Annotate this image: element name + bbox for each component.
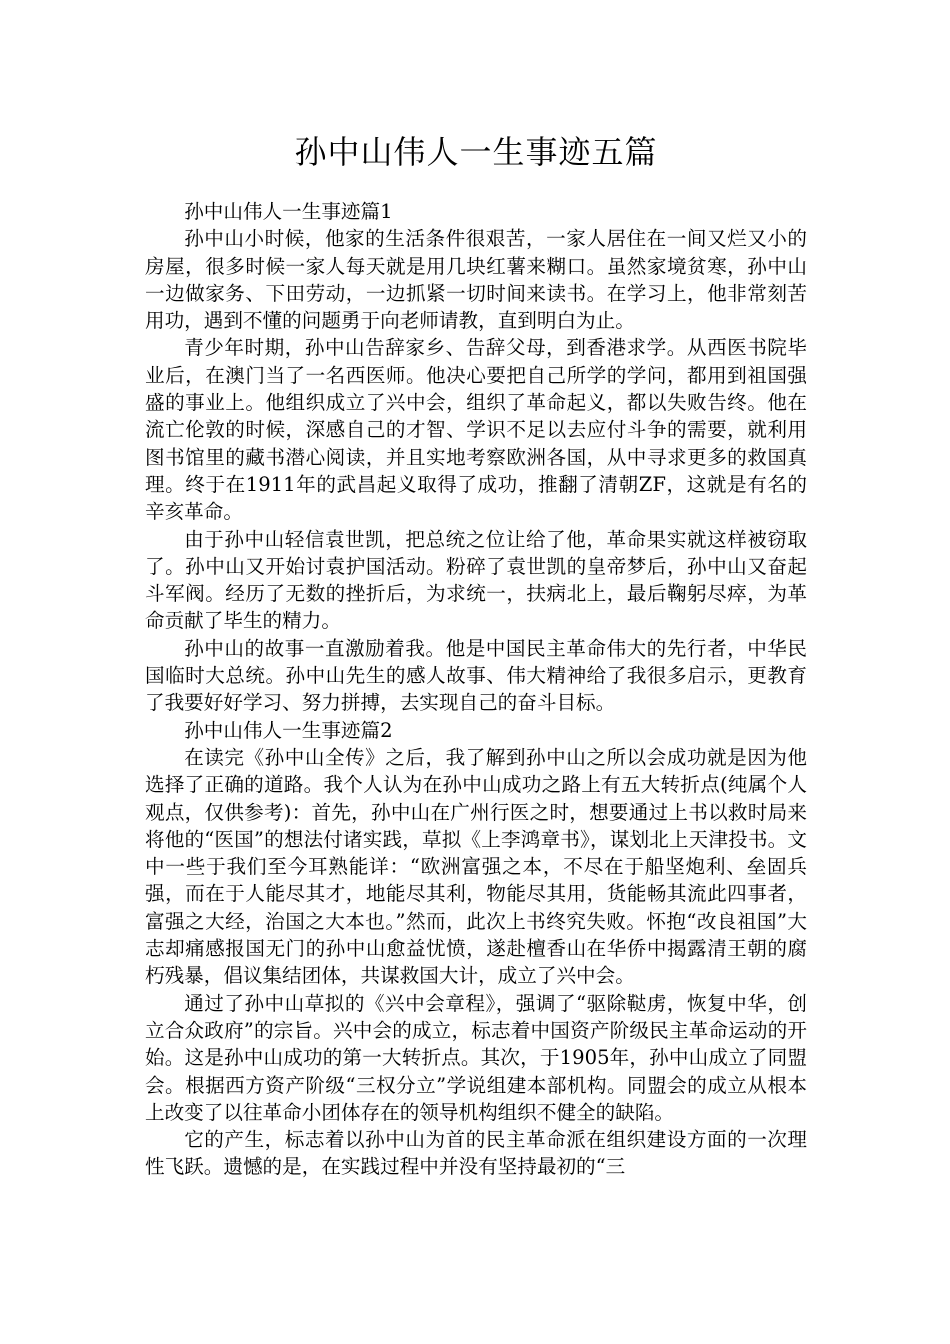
- paragraph: 青少年时期，孙中山告辞家乡、告辞父母，到香港求学。从西医书院毕业后，在澳门当了一名西医师。他决心要把自己所学的学问，都用到祖国强盛的事业上。他组织成立了兴中会，组织了革命起义，都以失败告终。他在流亡伦敦的时候，深感自己的才智、学识不足以去应付斗争的需要，就利用图书馆里的藏书潜心阅读，并且实地考察欧洲各国，从中寻求更多的救国真理。终于在1911年的武昌起义取得了成功，推翻了清朝ZF，这就是有名的辛亥革命。: [145, 336, 807, 524]
- document-page: [145, 128, 807, 1181]
- paragraph: 在读完《孙中山全传》之后，我了解到孙中山之所以会成功就是因为他选择了正确的道路。我个人认为在孙中山成功之路上有五大转折点(纯属个人观点，仅供参考)：首先，孙中山在广州行医之时，想要通过上书以救时局来将他的“医国”的想法付诸实践，草拟《上李鸿章书》，谋划北上天津投书。文中一些于我们至今耳熟能详：“欧洲富强之本，不尽在于船坚炮利、垒固兵强，而在于人能尽其才，地能尽其利，物能尽其用，货能畅其流此四事者，富强之大经，治国之大本也。”然而，此次上书终究失败。怀抱“改良祖国”大志却痛感报国无门的孙中山愈益忧愤，遂赴檀香山在华侨中揭露清王朝的腐朽残暴，倡议集结团体，共谋救国大计，成立了兴中会。: [145, 745, 807, 988]
- paragraph: 它的产生，标志着以孙中山为首的民主革命派在组织建设方面的一次理性飞跃。遗憾的是，在实践过程中并没有坚持最初的“三: [145, 1128, 807, 1179]
- paragraph: 孙中山小时候，他家的生活条件很艰苦，一家人居住在一间又烂又小的房屋，很多时候一家人每天就是用几块红薯来糊口。虽然家境贫寒，孙中山一边做家务、下田劳动，一边抓紧一切时间来读书。在学习上，他非常刻苦用功，遇到不懂的问题勇于向老师请教，直到明白为止。: [145, 227, 807, 333]
- section-heading: 孙中山伟人一生事迹篇1: [184, 200, 393, 223]
- paragraph: 由于孙中山轻信袁世凯，把总统之位让给了他，革命果实就这样被窃取了。孙中山又开始讨袁护国活动。粉碎了袁世凯的皇帝梦后，孙中山又奋起斗军阀。经历了无数的挫折后，为求统一，扶病北上，最后鞠躬尽瘁，为革命贡献了毕生的精力。: [145, 527, 807, 633]
- section-2: [145, 717, 807, 1181]
- section-1: [145, 198, 807, 717]
- section-heading: 孙中山伟人一生事迹篇2: [184, 718, 393, 742]
- document-title: 孙中山伟人一生事迹五篇: [294, 133, 658, 171]
- paragraph: 通过了孙中山草拟的《兴中会章程》，强调了“驱除鞑虏，恢复中华，创立合众政府”的宗旨。兴中会的成立，标志着中国资产阶级民主革命运动的开始。这是孙中山成功的第一大转折点。其次，于1905年，孙中山成立了同盟会。根据西方资产阶级“三权分立”学说组建本部机构。同盟会的成立从根本上改变了以往革命小团体存在的领导机构组织不健全的缺陷。: [145, 991, 807, 1124]
- paragraph: 孙中山的故事一直激励着我。他是中国民主革命伟大的先行者，中华民国临时大总统。孙中山先生的感人故事、伟大精神给了我很多启示，更教育了我要好好学习、努力拼搏，去实现自己的奋斗目标。: [145, 636, 807, 715]
